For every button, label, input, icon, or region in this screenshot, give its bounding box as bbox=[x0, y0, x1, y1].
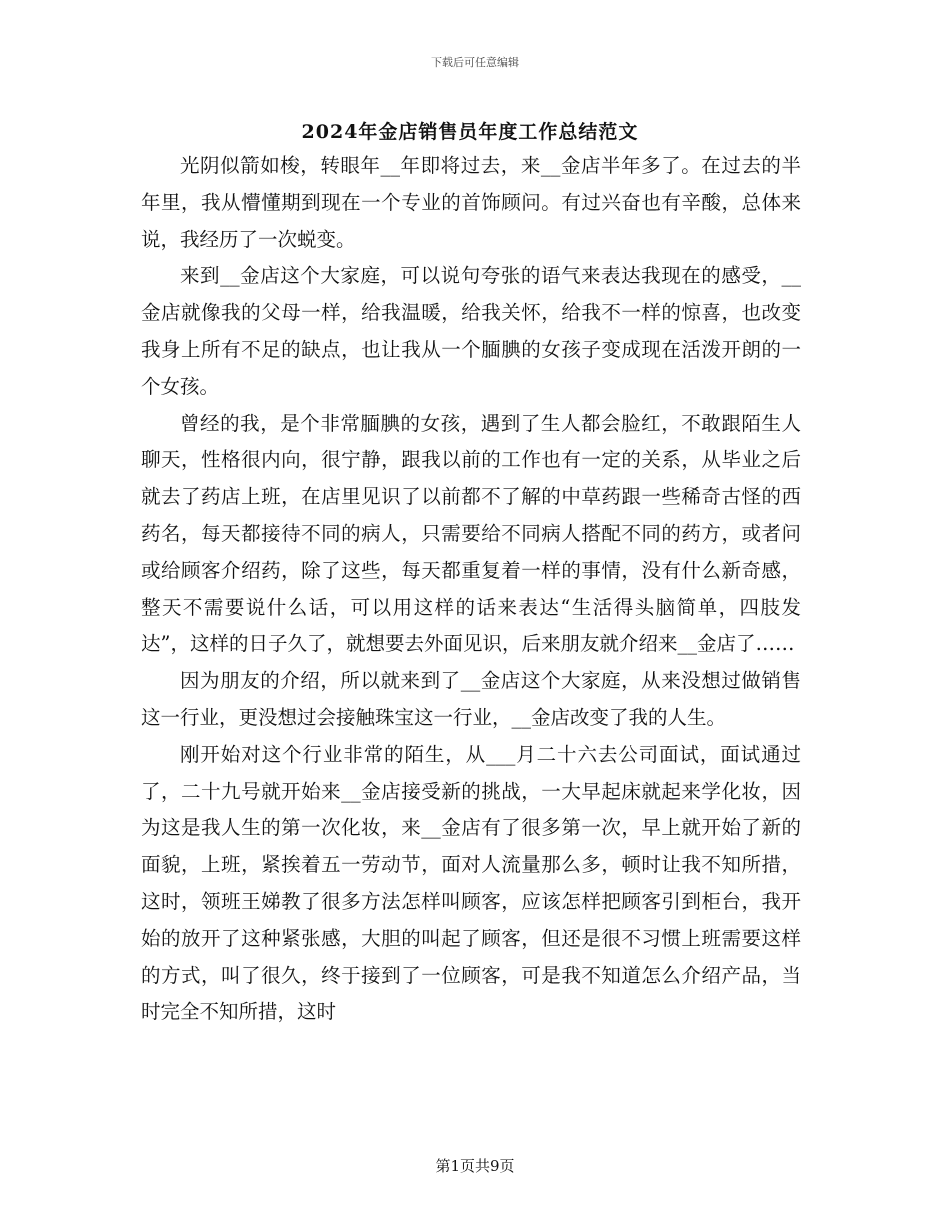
paragraph: 曾经的我，是个非常腼腆的女孩，遇到了生人都会脸红，不敢跟陌生人聊天，性格很内向，很宁静，跟我以前的工作也有一定的关系，从毕业之后就去了药店上班，在店里见识了以前都不了解的中草药跟一些稀奇古怪的西药名，每天都接待不同的病人，只需要给不同病人搭配不同的药方，或者问或给顾客介绍药，除了这些，每天都重复着一样的事情，没有什么新奇感，整天不需要说什么话，可以用这样的话来表达“生活得头脑简单，四肢发达”，这样的日子久了，就想要去外面见识，后来朋友就介绍来__金店了…… bbox=[141, 411, 801, 656]
page-number: 第1页共9页 bbox=[435, 1157, 515, 1175]
paragraph: 因为朋友的介绍，所以就来到了__金店这个大家庭，从来没想过做销售这一行业，更没想过会接触珠宝这一行业，__金店改变了我的人生。 bbox=[141, 669, 801, 729]
header-note: 下载后可任意编辑 bbox=[431, 56, 519, 69]
document-title: 2024年金店销售员年度工作总结范文 bbox=[301, 121, 639, 143]
paragraph: 光阴似箭如梭，转眼年__年即将过去，来__金店半年多了。在过去的半年里，我从懵懂期到现在一个专业的首饰顾问。有过兴奋也有辛酸，总体来说，我经历了一次蜕变。 bbox=[141, 154, 801, 251]
paragraph: 来到__金店这个大家庭，可以说句夸张的语气来表达我现在的感受，__金店就像我的父母一样，给我温暖，给我关怀，给我不一样的惊喜，也改变我身上所有不足的缺点，也让我从一个腼腆的女孩子变成现在活泼开朗的一个女孩。 bbox=[141, 264, 801, 398]
document-body bbox=[141, 148, 801, 1031]
paragraph: 刚开始对这个行业非常的陌生，从___月二十六去公司面试，面试通过了，二十九号就开始来__金店接受新的挑战，一大早起床就起来学化妆，因为这是我人生的第一次化妆，来__金店有了很多第一次，早上就开始了新的面貌，上班，紧挨着五一劳动节，面对人流量那么多，顿时让我不知所措，这时，领班王娣教了很多方法怎样叫顾客，应该怎样把顾客引到柜台，我开始的放开了这种紧张感，大胆的叫起了顾客，但还是很不习惯上班需要这样的方式，叫了很久，终于接到了一位顾客，可是我不知道怎么介绍产品，当时完全不知所措，这时 bbox=[141, 742, 801, 1024]
